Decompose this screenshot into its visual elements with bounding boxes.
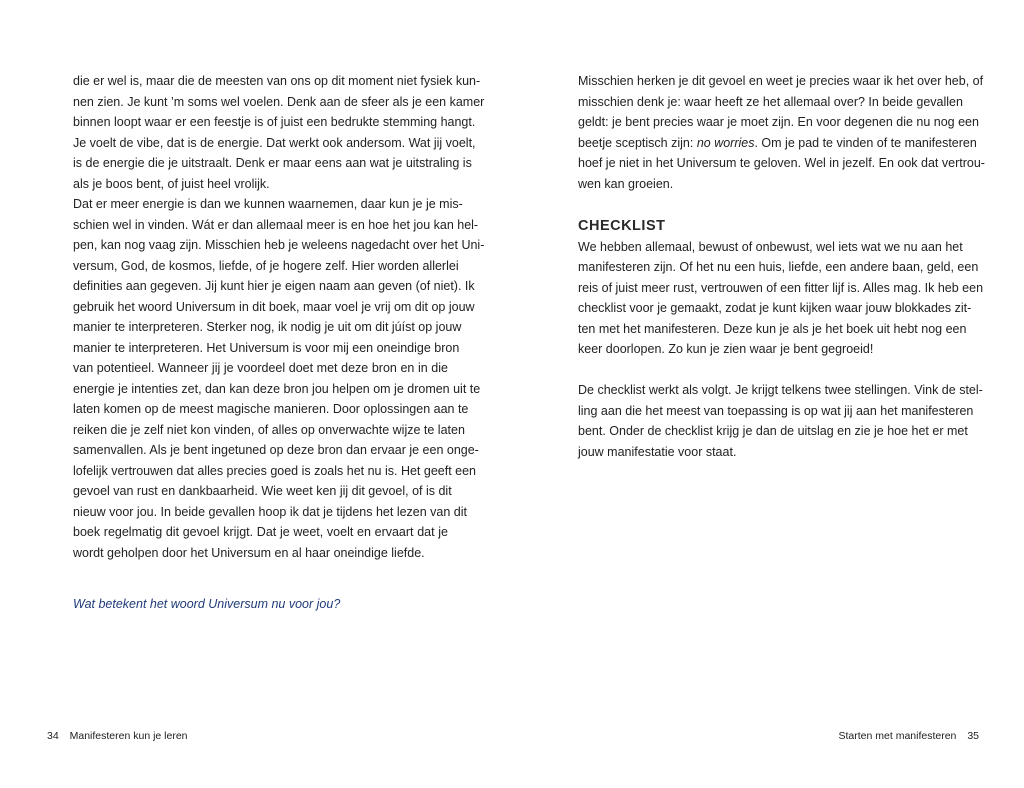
text-line: gevoel van rust en dankbaarheid. Wie weet ken jij dit gevoel, of is dit <box>73 484 452 498</box>
text-line: nieuw voor jou. In beide gevallen hoop ik dat je tijdens het lezen van dit <box>73 504 468 519</box>
left-paragraph-2 <box>73 194 485 563</box>
left-page-body <box>73 71 485 614</box>
text-line: jouw manifestatie voor staat. <box>578 444 737 459</box>
text-line: schien wel in vinden. Wát er dan allemaal meer is en hoe het jou kan hel- <box>73 217 479 232</box>
text-line: pen, kan nog vaag zijn. Misschien heb je weleens nagedacht over het Uni- <box>73 238 485 252</box>
no-worries-emphasis: no worries <box>696 135 755 150</box>
text-line: bent. Onder de checklist krijg je dan de uitslag en zie je hoe het er met <box>578 424 968 438</box>
right-paragraph-1 <box>578 237 984 360</box>
right-page-footer <box>839 730 980 742</box>
text-line: checklist voor je gemaakt, zodat je kunt kijken waar jouw blokkades zit- <box>578 301 972 315</box>
text-line: manifesteren zijn. Of het nu een huis, liefde, een andere baan, geld, een <box>578 260 979 274</box>
intro-line: wen kan groeien. <box>578 176 674 191</box>
text-line: manier te interpreteren. Sterker nog, ik nodig je uit om dit júíst op jouw <box>73 320 462 334</box>
text-line: manier te interpreteren. Het Universum is voor mij een oneindige bron <box>73 340 460 355</box>
text-line: versum, God, de kosmos, liefde, of je hogere zelf. Hier worden allerlei <box>73 258 459 273</box>
text-line: wordt geholpen door het Universum en al haar oneindige liefde. <box>73 545 425 560</box>
right-page <box>512 0 1024 788</box>
text-line: gebruik het woord Universum in dit boek, maar voel je vrij om dit op jouw <box>73 299 475 314</box>
text-line: definities aan gegeven. Jij kunt hier je eigen naam aan geven (of niet). Ik <box>73 279 475 293</box>
text-line: Je voelt de vibe, dat is de energie. Dat werkt ook andersom. Wat jij voelt, <box>73 135 476 150</box>
text-line: We hebben allemaal, bewust of onbewust, wel iets wat we nu aan het <box>578 239 963 254</box>
text-line: nen zien. Je kunt ’m soms wel voelen. Denk aan de sfeer als je een kamer <box>73 94 485 109</box>
reflection-question: Wat betekent het woord Universum nu voor jou? <box>73 596 341 611</box>
text-line: keer doorlopen. Zo kun je zien waar je bent gegroeid! <box>578 342 874 356</box>
left-paragraph-1 <box>73 71 485 194</box>
left-page-number: 34 <box>47 730 59 742</box>
text-line: ten met het manifesteren. Deze kun je als je het boek uit hebt nog een <box>578 321 967 336</box>
text-line: is de energie die je uitstraalt. Denk er maar eens aan wat je uitstraling is <box>73 156 472 170</box>
text-line: Dat er meer energie is dan we kunnen waarnemen, daar kun je je mis- <box>73 197 463 211</box>
right-page-number: 35 <box>967 730 979 742</box>
intro-line: misschien denk je: waar heeft ze het allemaal over? In beide gevallen <box>578 94 963 109</box>
text-line: die er wel is, maar die de meesten van ons op dit moment niet fysiek kun- <box>73 74 481 88</box>
text-line: samenvallen. Als je bent ingetuned op deze bron dan ervaar je een onge- <box>73 443 479 457</box>
left-running-title: Manifesteren kun je leren <box>69 730 188 742</box>
text-line: laten komen op de meest magische manieren. Door oplossingen aan te <box>73 402 469 416</box>
right-page-body <box>578 71 985 462</box>
text-line: De checklist werkt als volgt. Je krijgt telkens twee stellingen. Vink de stel- <box>578 383 983 397</box>
text-line: ling aan die het meest van toepassing is op wat jij aan het manifesteren <box>578 403 974 418</box>
checklist-heading: CHECKLIST <box>578 218 666 234</box>
intro-line: Misschien herken je dit gevoel en weet je precies waar ik het over heb, of <box>578 74 984 88</box>
text-line: reiken die je zelf niet kon vinden, of alles op onverwachte wijze te laten <box>73 422 465 437</box>
text-line: lofelijk vertrouwen dat alles precies goed is zoals het nu is. Het geeft een <box>73 463 477 478</box>
intro-line: hoef je niet in het Universum te geloven. Wel in jezelf. En ook dat vertrou- <box>578 156 985 170</box>
right-paragraph-2 <box>578 380 983 462</box>
right-running-title: Starten met manifesteren <box>838 730 957 742</box>
intro-line: geldt: je bent precies waar je moet zijn. En voor degenen die nu nog een <box>578 115 979 129</box>
text-line: boek regelmatig dit gevoel krijgt. Dat je weet, voelt en ervaart dat je <box>73 525 448 539</box>
left-page-footer <box>47 730 188 742</box>
intro-line: beetje sceptisch zijn: no worries. Om je pad te vinden of te manifesteren <box>578 135 977 150</box>
text-line: binnen loopt waar er een feestje is of juist een bedrukte stemming hangt. <box>73 115 476 129</box>
text-line: als je boos bent, of juist heel vrolijk. <box>73 176 270 191</box>
text-line: reis of juist meer rust, vertrouwen of een fitter lijf is. Alles mag. Ik heb een <box>578 280 984 295</box>
text-line: van potentieel. Wanneer jij je voordeel doet met deze bron en in die <box>73 361 448 375</box>
text-line: energie je intenties zet, dan kan deze bron jou helpen om je dromen uit te <box>73 381 481 396</box>
right-intro-paragraph <box>578 71 985 194</box>
